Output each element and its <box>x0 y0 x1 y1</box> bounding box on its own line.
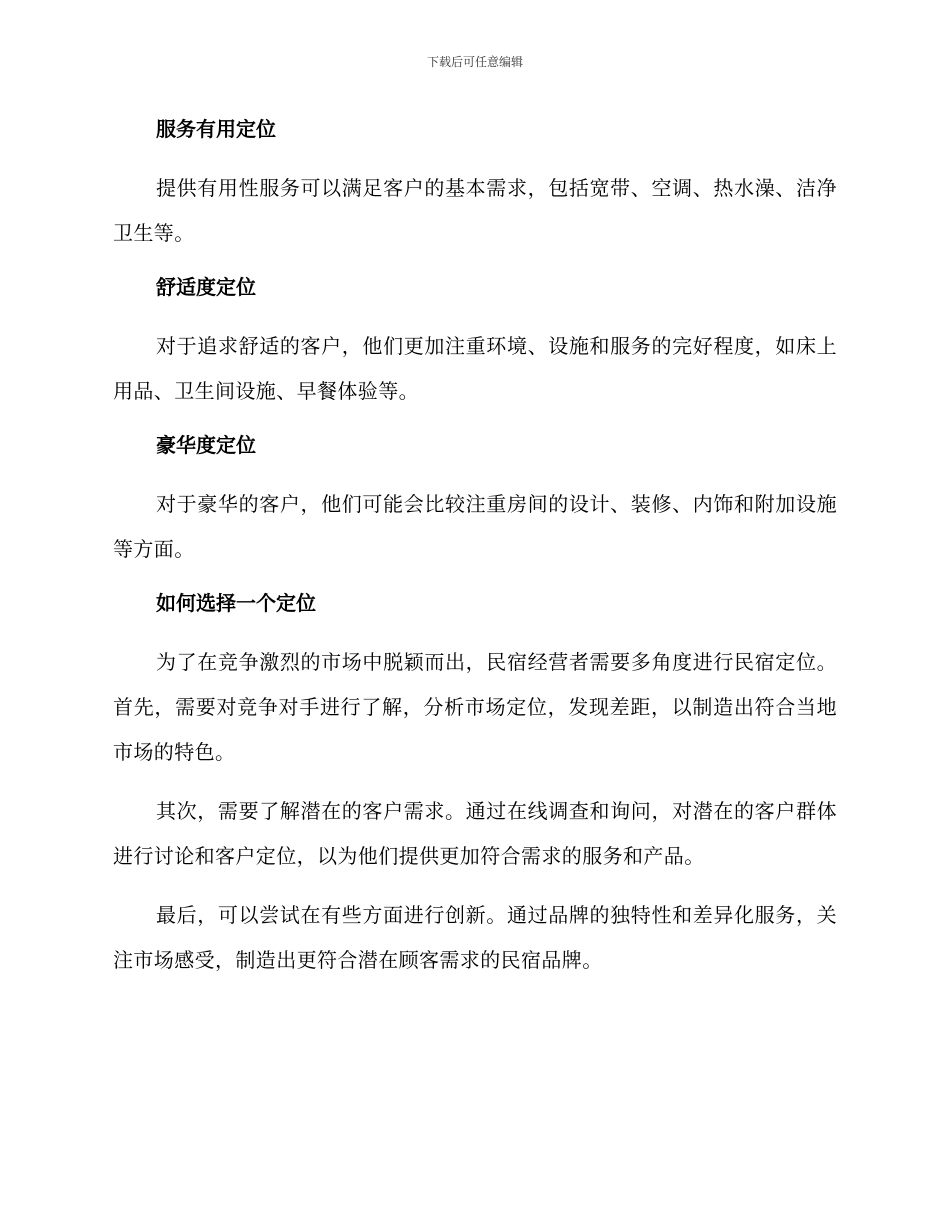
paragraph-service: 提供有用性服务可以满足客户的基本需求，包括宽带、空调、热水澡、洁净卫生等。 <box>113 176 837 245</box>
section-heading-service: 服务有用定位 <box>156 117 276 141</box>
paragraph-choose-2: 其次，需要了解潜在的客户需求。通过在线调查和询问，对潜在的客户群体进行讨论和客户定位，以为他们提供更加符合需求的服务和产品。 <box>113 799 837 868</box>
paragraph-comfort: 对于追求舒适的客户，他们更加注重环境、设施和服务的完好程度，如床上用品、卫生间设施、早餐体验等。 <box>113 334 837 403</box>
paragraph-choose-3: 最后，可以尝试在有些方面进行创新。通过品牌的独特性和差异化服务，关注市场感受，制造出更符合潜在顾客需求的民宿品牌。 <box>113 903 837 972</box>
paragraph-choose-1: 为了在竞争激烈的市场中脱颖而出，民宿经营者需要多角度进行民宿定位。首先，需要对竞争对手进行了解，分析市场定位，发现差距，以制造出符合当地市场的特色。 <box>113 650 837 764</box>
section-heading-choose: 如何选择一个定位 <box>156 591 316 615</box>
section-heading-comfort: 舒适度定位 <box>156 275 256 299</box>
section-heading-luxury: 豪华度定位 <box>156 433 256 457</box>
paragraph-luxury: 对于豪华的客户，他们可能会比较注重房间的设计、装修、内饰和附加设施等方面。 <box>113 492 837 561</box>
header-note: 下载后可任意编辑 <box>426 55 523 69</box>
document-body <box>113 112 837 983</box>
